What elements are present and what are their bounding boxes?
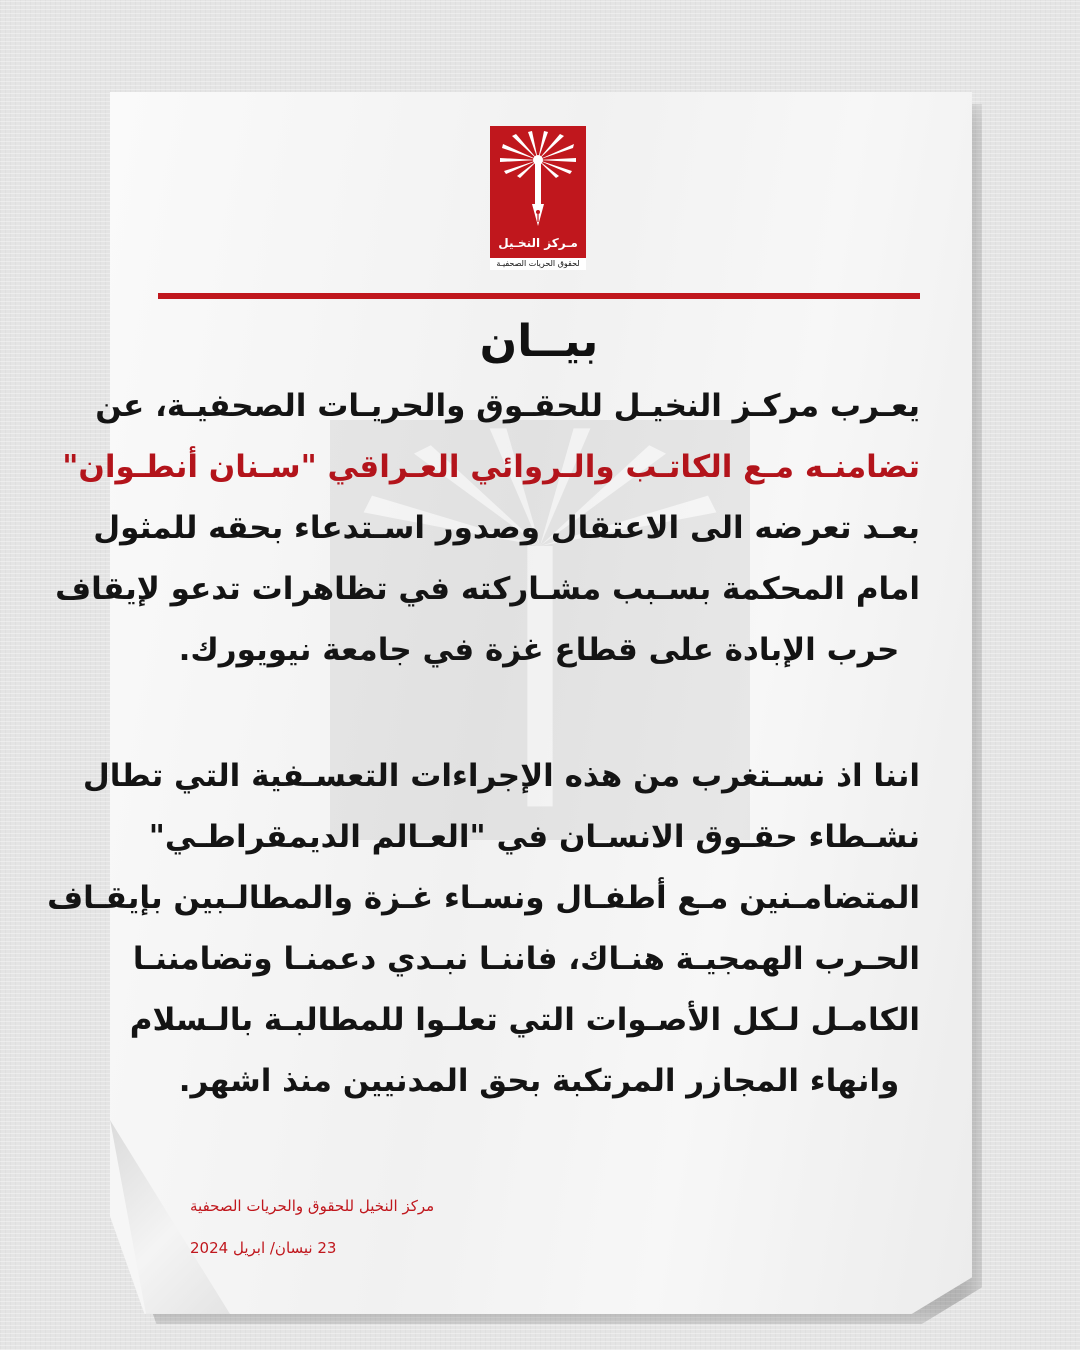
paragraph-1-line-1: يعـرب مركـز النخيـل للحقـوق والحريـات الصحفيـة، عن bbox=[95, 388, 920, 424]
statement-paragraph-1 bbox=[55, 376, 920, 681]
paragraph-2-line-2: نشـطاء حقـوق الانسـان في "العـالم الديمقراطـي" bbox=[148, 819, 920, 855]
organization-logo bbox=[490, 126, 586, 270]
signature-organization: مركز النخيل للحقوق والحريات الصحفية bbox=[190, 1197, 435, 1215]
paragraph-2-line-6: وانهاء المجازر المرتكبة بحق المدنيين منذ اشهر. bbox=[178, 1063, 900, 1099]
logo-name: مـركز النخـيل bbox=[498, 236, 578, 250]
statement-paragraph-2 bbox=[47, 746, 920, 1112]
paragraph-2-line-1: اننا اذ نسـتغرب من هذه الإجراءات التعسـفية التي تطال bbox=[82, 758, 920, 794]
paragraph-1-line-2-highlight: تضامنـه مـع الكاتـب والـروائي العـراقي "سـنان أنطـوان" bbox=[62, 449, 920, 485]
paragraph-1-line-3: بعـد تعرضه الى الاعتقال وصدور اسـتدعاء بحقه للمثول bbox=[93, 510, 920, 546]
paragraph-1-line-4: امام المحكمة بسـبب مشـاركته في تظاهرات تدعو لإيقاف bbox=[55, 571, 920, 607]
paragraph-2-line-5: الكامـل لـكل الأصـوات التي تعلـوا للمطالبـة بالـسلام bbox=[129, 1002, 920, 1038]
paragraph-1-line-5: حرب الإبادة على قطاع غزة في جامعة نيويورك. bbox=[178, 632, 900, 668]
palm-pen-icon bbox=[490, 126, 586, 234]
logo-subtitle: لحقوق الحريات الصحفيـة bbox=[490, 258, 586, 270]
paragraph-2-line-3: المتضامـنين مـع أطفـال ونسـاء غـزة والمطالـبين بإيقـاف bbox=[47, 880, 920, 916]
header-divider bbox=[158, 293, 920, 299]
statement-title: بيــان bbox=[479, 316, 599, 367]
paragraph-2-line-4: الحـرب الهمجيـة هنـاك، فاننـا نبـدي دعمنـا وتضامننـا bbox=[132, 941, 920, 977]
signature-date: 23 نيسان/ ابريل 2024 bbox=[190, 1239, 337, 1257]
